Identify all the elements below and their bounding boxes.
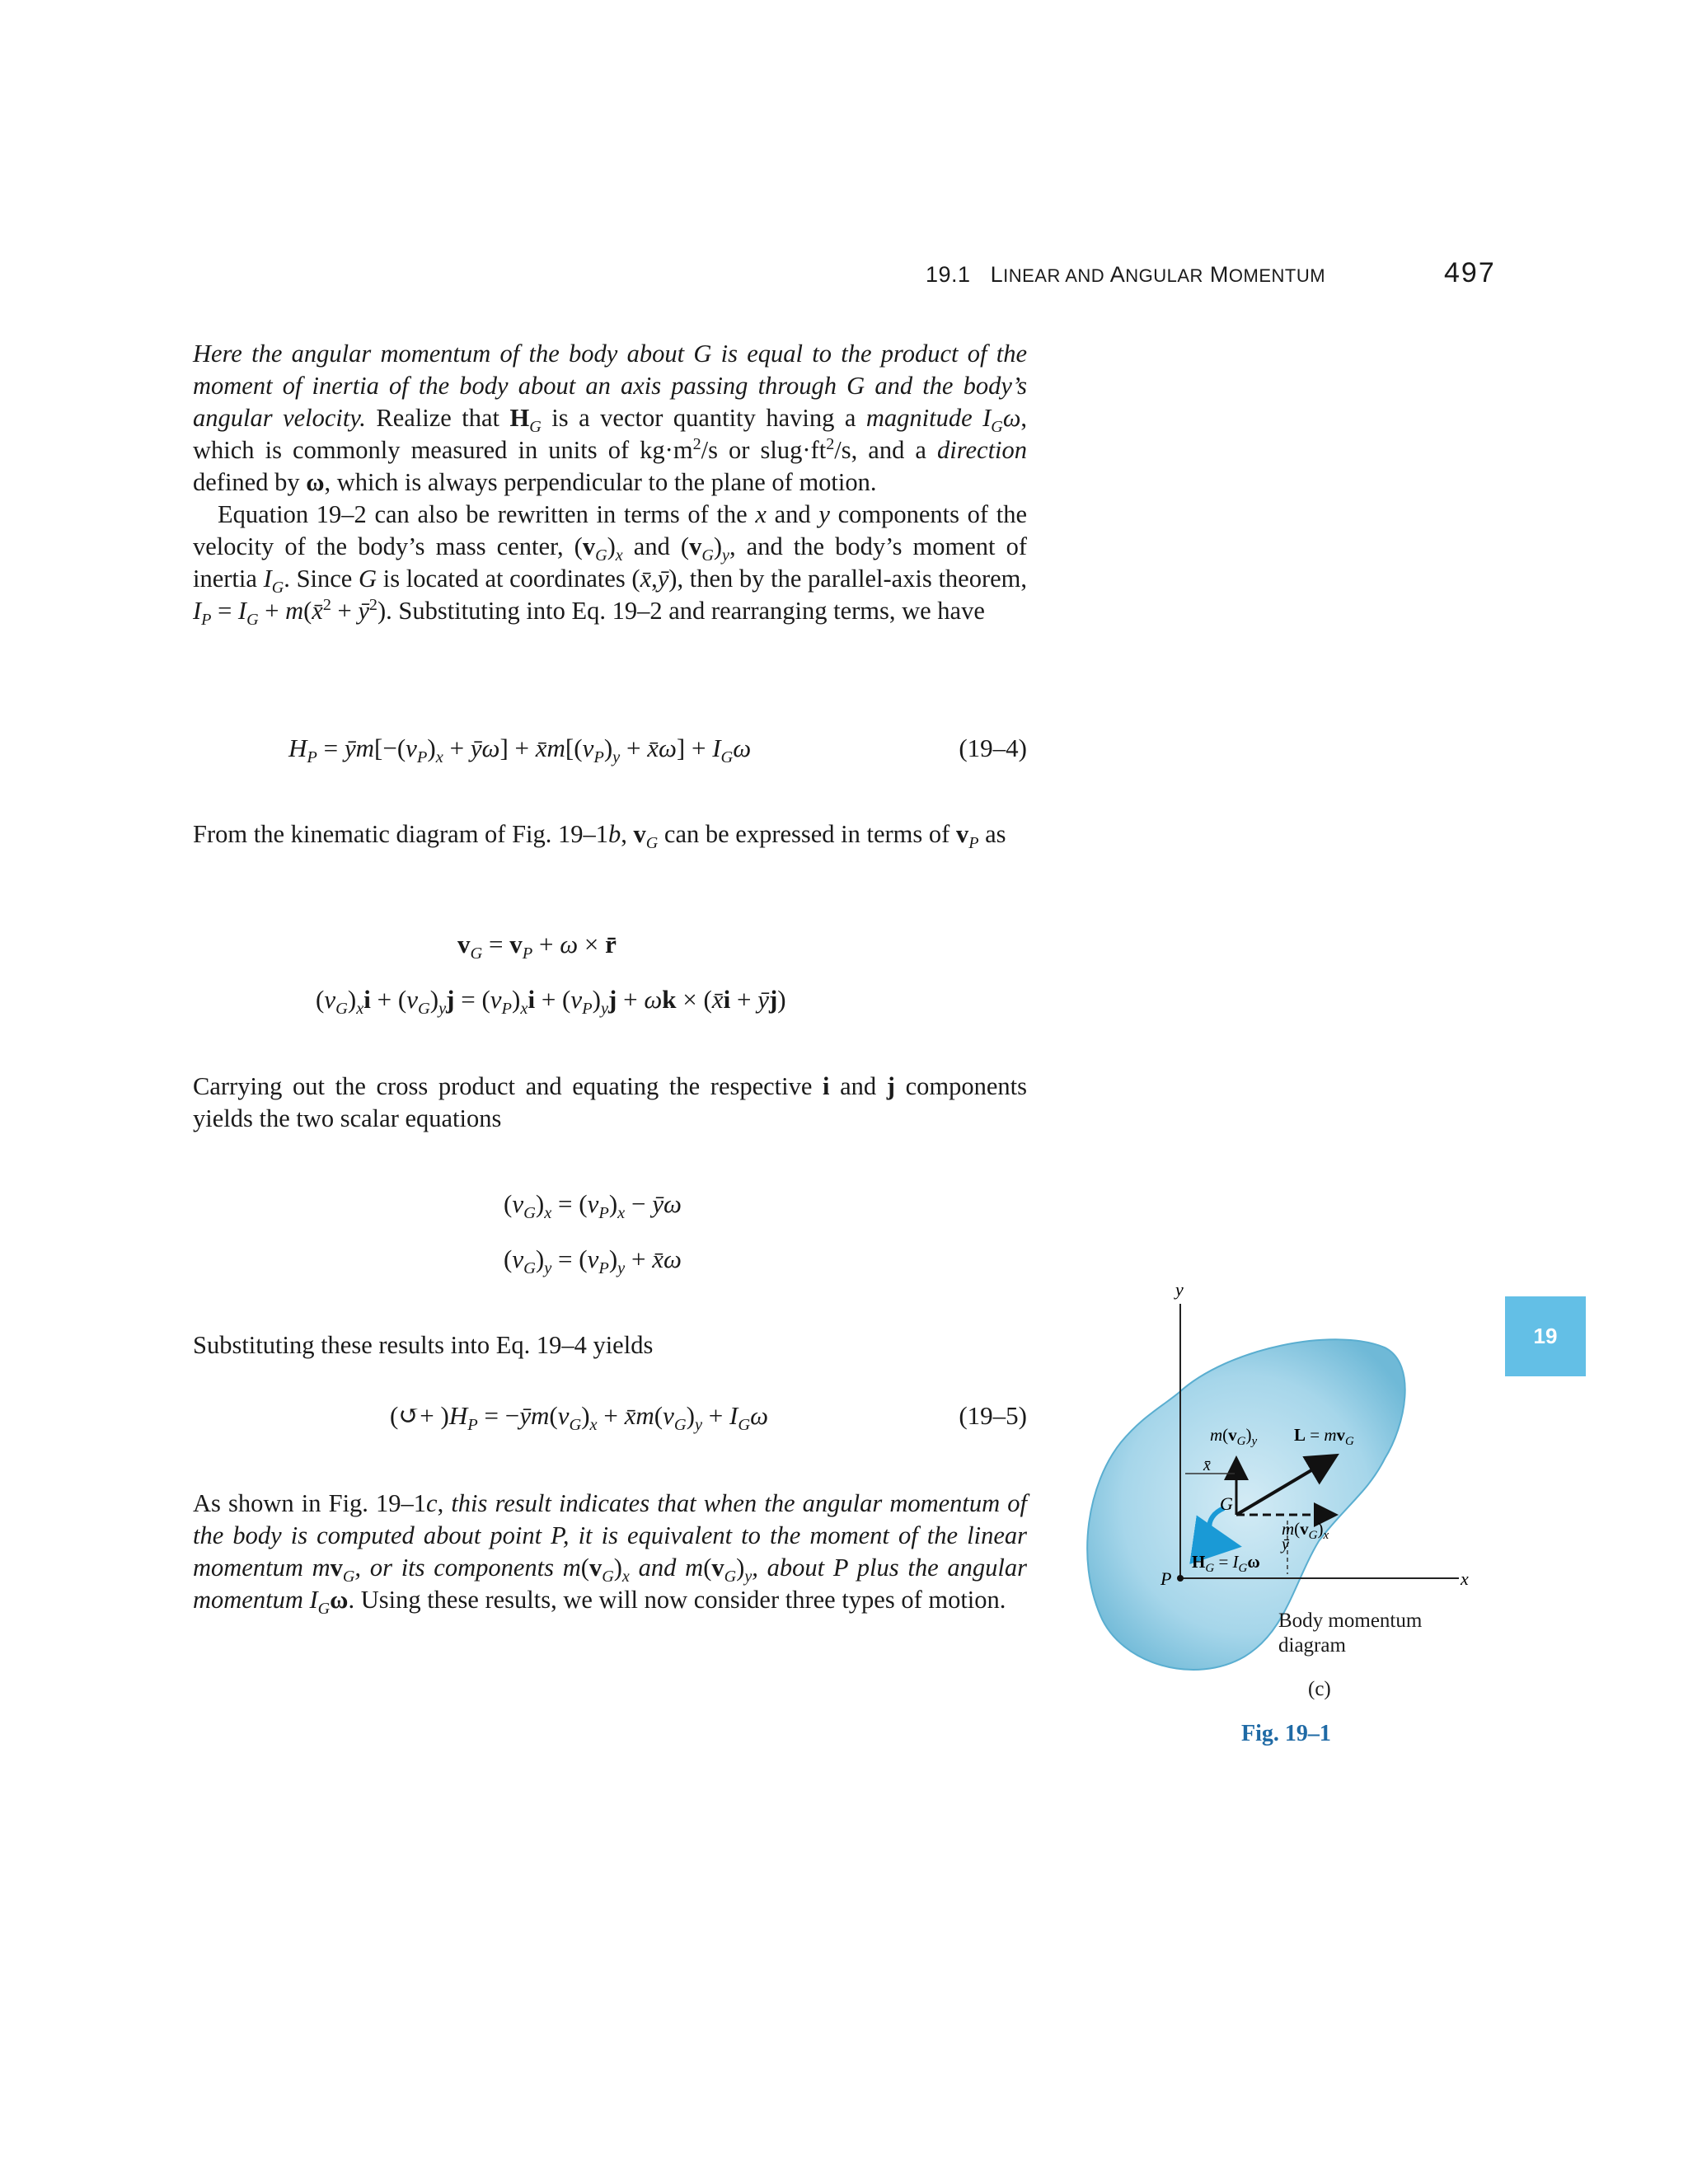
paragraph-4: Carrying out the cross product and equating the respective i and j components yields the two scalar equations — [193, 1072, 1027, 1132]
paragraph-5: Substituting these results into Eq. 19–4 yields — [193, 1331, 654, 1359]
paragraph-6: As shown in Fig. 19–1c, this result indicates that when the angular momentum of the body is computed about point P, it is equivalent to the moment of the linear momentum $mv_G$, or its components $m(v_G)_x$ and $m(v_G)_y$, about P plus the angular momentum $I_G\omega$. Using these results, we will now consider three types of motion. — [193, 1489, 1028, 1619]
point-p-dot — [1177, 1575, 1184, 1582]
equation-vg-components: $(v_G)_xi + (v_G)_yj = (v_P)_xi + (v_P)_yj + \omega k$ × (x̄i + ȳj) — [316, 985, 786, 1019]
page-number: 497 — [1444, 257, 1496, 288]
label-mvgy: $m(v_G)_y$ — [1210, 1425, 1258, 1448]
equation-19-5: (↺+ )$H_P$ = $-ȳm(v_G)_x$ + $x̄m(v_G)_y + I_G\omega$ — [390, 1401, 768, 1435]
equation-number-19-4: (19–4) — [959, 733, 1027, 762]
figure-label: Fig. 19–1 — [1241, 1721, 1331, 1746]
equation-scalar-y: $(v_G)_y = (v_P)_y$ + x̄ω — [504, 1244, 682, 1278]
label-hg: $H_G = I_G\omega$ — [1192, 1552, 1260, 1575]
subfigure-label: (c) — [1308, 1678, 1331, 1700]
label-p: P — [1160, 1568, 1172, 1589]
chapter-tab: 19 — [1505, 1296, 1586, 1376]
body-momentum-diagram — [1071, 1269, 1533, 1764]
equation-19-4: $H_P$ = $ȳm[-(v_P)_x$ + ȳω] + $x̄m[(v_P)_y$ + x̄ω] + $I_G\omega$ — [288, 733, 752, 767]
label-mvgx: $m(v_G)_x$ — [1282, 1519, 1329, 1542]
paragraph-3: From the kinematic diagram of Fig. 19–1b, $v_G$ can be expressed in terms of $v_P$ as — [193, 820, 1006, 853]
section-number: 19.1 — [926, 262, 971, 287]
caption-line-1: Body momentum — [1278, 1610, 1423, 1632]
caption-line-2: diagram — [1278, 1634, 1346, 1657]
running-header — [926, 262, 1325, 288]
label-x-axis: x — [1461, 1568, 1469, 1589]
label-ybar: ȳ — [1282, 1535, 1289, 1554]
equation-number-19-5: (19–5) — [959, 1401, 1027, 1430]
label-l: $L = mv_G$ — [1294, 1425, 1354, 1448]
label-xbar: x̄ — [1203, 1456, 1211, 1474]
figure-caption — [1278, 1609, 1422, 1658]
equation-vg-relation: $v_G = v_P + \omega$ × r̄ — [457, 930, 617, 963]
section-title: LINEAR AND ANGULAR MOMENTUM — [990, 262, 1326, 287]
paragraph-1: Here the angular momentum of the body about G is equal to the product of the moment of inertia of the body about an axis passing through G and the body’s angular velocity. Realize that $H_G$ is a vector quantity having a magnitude $I_G\omega$, which is commonly measured in units of $kg\cdot m^2/s$ or $slug\cdot ft^2/s$, and a direction defined by ω, which is always perpendicular to the plane of motion. Equation 19–2 can also be rewritten in terms of the x and y components of the velocity of the body’s mass center, $(v_G)_x$ and $(v_G)_y$, and the body’s moment of inertia $I_G$. Since G is located at coordinates (x̄,ȳ), then by the parallel-axis theorem, $I_P = I_G$ + m(x̄$^2$ + $ȳ^2$). Substituting into Eq. 19–2 and rearranging terms, we have — [193, 340, 1028, 630]
label-y-axis: y — [1175, 1279, 1184, 1300]
label-g: G — [1220, 1493, 1233, 1514]
equation-scalar-x: $(v_G)_x = (v_P)_x$ − ȳω — [504, 1189, 682, 1223]
